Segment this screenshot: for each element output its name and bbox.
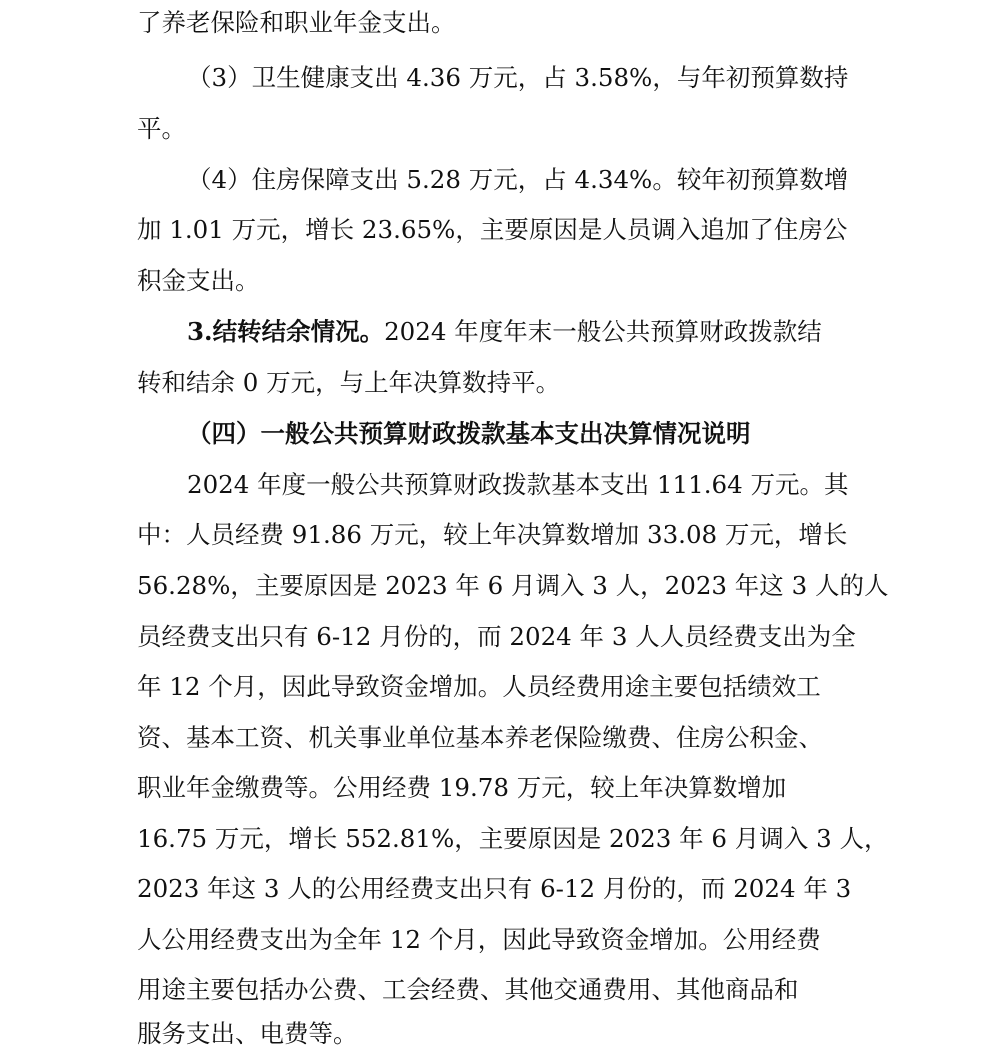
section-title: 3.结转结余情况。: [187, 317, 385, 346]
paragraph-line: 人公用经费支出为全年 12 个月，因此导致资金增加。公用经费: [137, 925, 821, 954]
paragraph-line: 56.28%，主要原因是 2023 年 6 月调入 3 人，2023 年这 3 人的人: [137, 571, 889, 600]
paragraph-line: 服务支出、电费等。: [137, 1019, 358, 1048]
paragraph-line: 了养老保险和职业年金支出。: [137, 8, 456, 37]
paragraph-line: 平。: [137, 114, 186, 143]
paragraph-line: 用途主要包括办公费、工会经费、其他交通费用、其他商品和: [137, 975, 799, 1004]
section-paragraph: [187, 312, 877, 352]
paragraph-line: 职业年金缴费等。公用经费 19.78 万元，较上年决算数增加: [137, 773, 787, 802]
paragraph-line: 加 1.01 万元，增长 23.65%，主要原因是人员调入追加了住房公: [137, 215, 848, 244]
section-heading: （四）一般公共预算财政拨款基本支出决算情况说明: [187, 419, 751, 448]
paragraph-text: 2024 年度年末一般公共预算财政拨款结: [384, 317, 822, 346]
paragraph-line: （3）卫生健康支出 4.36 万元，占 3.58%，与年初预算数持: [187, 63, 849, 92]
paragraph-line: （4）住房保障支出 5.28 万元，占 4.34%。较年初预算数增: [187, 165, 849, 194]
paragraph-line: 年 12 个月，因此导致资金增加。人员经费用途主要包括绩效工: [137, 672, 821, 701]
paragraph-line: 2024 年度一般公共预算财政拨款基本支出 111.64 万元。其: [187, 470, 849, 499]
paragraph-line: 员经费支出只有 6-12 月份的，而 2024 年 3 人人员经费支出为全: [137, 622, 856, 651]
paragraph-line: 转和结余 0 万元，与上年决算数持平。: [137, 368, 561, 397]
paragraph-line: 中：人员经费 91.86 万元，较上年决算数增加 33.08 万元，增长: [137, 520, 848, 549]
paragraph-line: 2023 年这 3 人的公用经费支出只有 6-12 月份的，而 2024 年 3: [137, 874, 852, 903]
paragraph-line: 16.75 万元，增长 552.81%，主要原因是 2023 年 6 月调入 3 人，: [137, 824, 889, 853]
paragraph-line: 积金支出。: [137, 266, 260, 295]
paragraph-line: 资、基本工资、机关事业单位基本养老保险缴费、住房公积金、: [137, 723, 823, 752]
